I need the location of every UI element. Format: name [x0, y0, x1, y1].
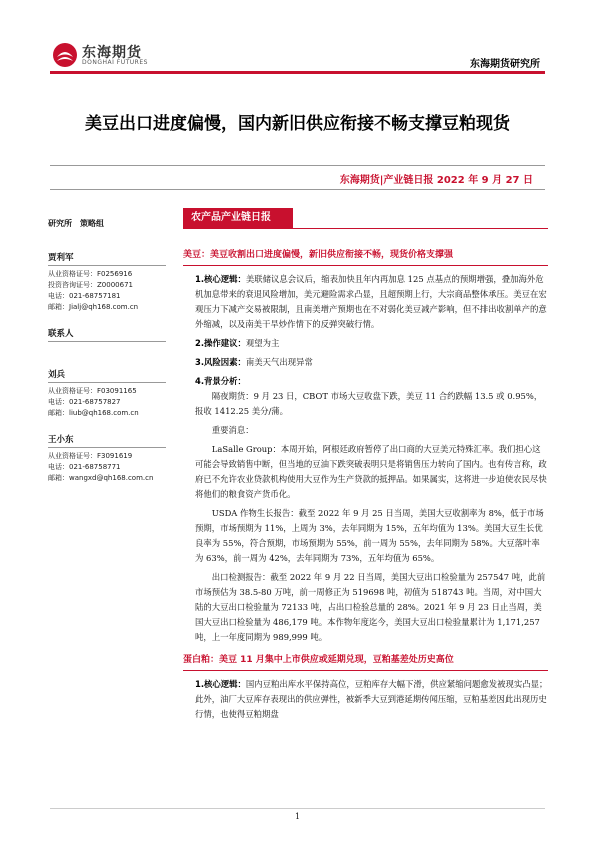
section-tag: 农产品产业链日报	[183, 208, 293, 228]
analyst-line: 邮箱：Jialj@qh168.com.cn	[48, 303, 139, 311]
point-label: 4.背景分析：	[195, 376, 246, 386]
contact-line: 邮箱：liub@qh168.com.cn	[48, 409, 139, 417]
institute-label: 东海期货研究所	[470, 59, 540, 70]
contact-line: 从业资格证号：F3091619	[48, 452, 133, 460]
contact-line: 从业资格证号：F03091165	[48, 387, 137, 395]
point-text: 观望为主	[245, 338, 280, 348]
risk-point	[195, 355, 548, 370]
contact-name: 王小东	[48, 433, 166, 448]
body-paragraph: 隔夜期货：9 月 23 日，CBOT 市场大豆收盘下跌，美豆 11 合约跌幅 13.5 或 0.95%，报收 1412.25 美分/蒲。	[195, 391, 543, 416]
point-label: 1.核心逻辑：	[195, 274, 246, 284]
page-number: 1	[294, 812, 301, 821]
core-logic-point	[195, 272, 548, 332]
company-logo	[52, 40, 172, 74]
team-group: 策略组	[80, 219, 104, 228]
advice-point	[195, 336, 548, 351]
team-dept: 研究所	[48, 219, 72, 228]
section-heading-meal: 蛋白粕：美豆 11 月集中上市供应或延期兑现，豆粕基差处历史高位	[183, 653, 548, 671]
analyst-name: 贾利军	[48, 251, 166, 266]
subtitle-rule-top	[50, 165, 545, 166]
main-content	[183, 248, 548, 722]
team-label	[48, 218, 166, 229]
body-paragraph: 出口检测报告：截至 2022 年 9 月 22 日当周，美国大豆出口检验量为 257547 吨，此前市场预估为 38.5-80 万吨，前一周修正为 519698 吨，初值为 518743 吨。当周，对中国大陆的大豆出口检验量为 72133 吨，占出口检验总量的 28%。2021 年 9 月 23 日止当周，美国大豆出口检验量为 486,179 吨。本作物年度迄今，美国大豆出口检验量累计为 1,171,257 吨，上一年度同期为 989,999 吨。	[195, 572, 546, 642]
donghai-logo-icon	[52, 42, 78, 68]
subtitle-rule-bottom	[50, 189, 545, 190]
header-rule	[50, 71, 545, 74]
body-paragraph: USDA 作物生长报告：截至 2022 年 9 月 25 日当周，美国大豆收割率为 8%，低于市场预期，市场预期为 11%，上周为 3%，去年同期为 15%，五年均值为 13%。美国大豆生长优良率为 55%，符合预期，市场预期为 55%，前一周为 55%，去年同期为 58%。大豆落叶率为 63%，前一周为 42%，去年同期为 73%，五年均值为 65%。	[195, 508, 544, 563]
point-label: 1.核心逻辑：	[195, 679, 246, 689]
logo-text-cn: 东海期货	[82, 45, 142, 61]
point-text: 国内豆粕出库水平保持高位，豆粕库存大幅下滑，供应紧缩问题愈发被现实凸显；此外，油厂大豆库存表现出的供应弹性，被新季大豆到港延期传闻压缩，豆粕基差因此出现历史行情，也使得豆粕期盘	[195, 679, 548, 719]
tag-rule	[183, 228, 548, 229]
sidebar	[48, 218, 166, 498]
body-paragraph: LaSalle Group：本周开始，阿根廷政府暂停了出口商的大豆美元特殊汇率。我们担心这可能会导致销售中断，但当地的豆油下跌突破表明只是将销售压力转向了国内。也有传言称，政府已不允许农业贷款机构使用大豆作为生产贷款的抵押品。如果属实，这将进一步迫使农民尽快将他们的粮食资产货币化。	[195, 444, 547, 499]
background-point	[195, 374, 548, 389]
logo-text-en: DONGHAI FUTURES	[82, 59, 148, 66]
analyst-line: 电话：021-68757181	[48, 292, 121, 300]
contact-block	[48, 368, 166, 419]
point-label: 3.风险因素：	[195, 357, 246, 367]
point-text: 美联储议息会议后，缩表加快且年内再加息 125 点基点的预期增强，叠加海外危机加息带来的衰退风险增加，美元避险需求凸显，且超预期上行，大宗商品整体承压。美豆在宏观压力下减产交易被限制，且南美增产预期也在不对弱化美豆减产影响，但不排出收割单产的意外缩减，以及南美干旱炒作情下的反弹突破行情。	[195, 274, 547, 329]
analyst-line: 投资咨询证号：Z0000671	[48, 281, 133, 289]
report-subtitle: 东海期货|产业链日报 2022 年 9 月 27 日	[339, 175, 533, 186]
footer-rule	[50, 808, 545, 809]
section-heading-soybean: 美豆：美豆收割出口进度偏慢，新旧供应衔接不畅，现货价格支撑强	[183, 248, 548, 266]
core-logic-point	[195, 677, 548, 722]
analyst-line: 从业资格证号：F0256916	[48, 270, 133, 278]
point-label: 2.操作建议：	[195, 338, 246, 348]
contact-line: 电话：021-68757827	[48, 398, 121, 406]
contact-block	[48, 433, 166, 484]
report-title: 美豆出口进度偏慢，国内新旧供应衔接不畅支撑豆粕现货	[85, 114, 510, 134]
contact-line: 邮箱：wangxd@qh168.com.cn	[48, 474, 154, 482]
point-text: 南美天气出现异常	[245, 357, 313, 367]
news-heading: 重要消息：	[211, 425, 254, 435]
contact-line: 电话：021-68758771	[48, 463, 121, 471]
analyst-block	[48, 251, 166, 313]
contact-name: 刘兵	[48, 368, 166, 383]
contact-heading: 联系人	[48, 327, 166, 342]
